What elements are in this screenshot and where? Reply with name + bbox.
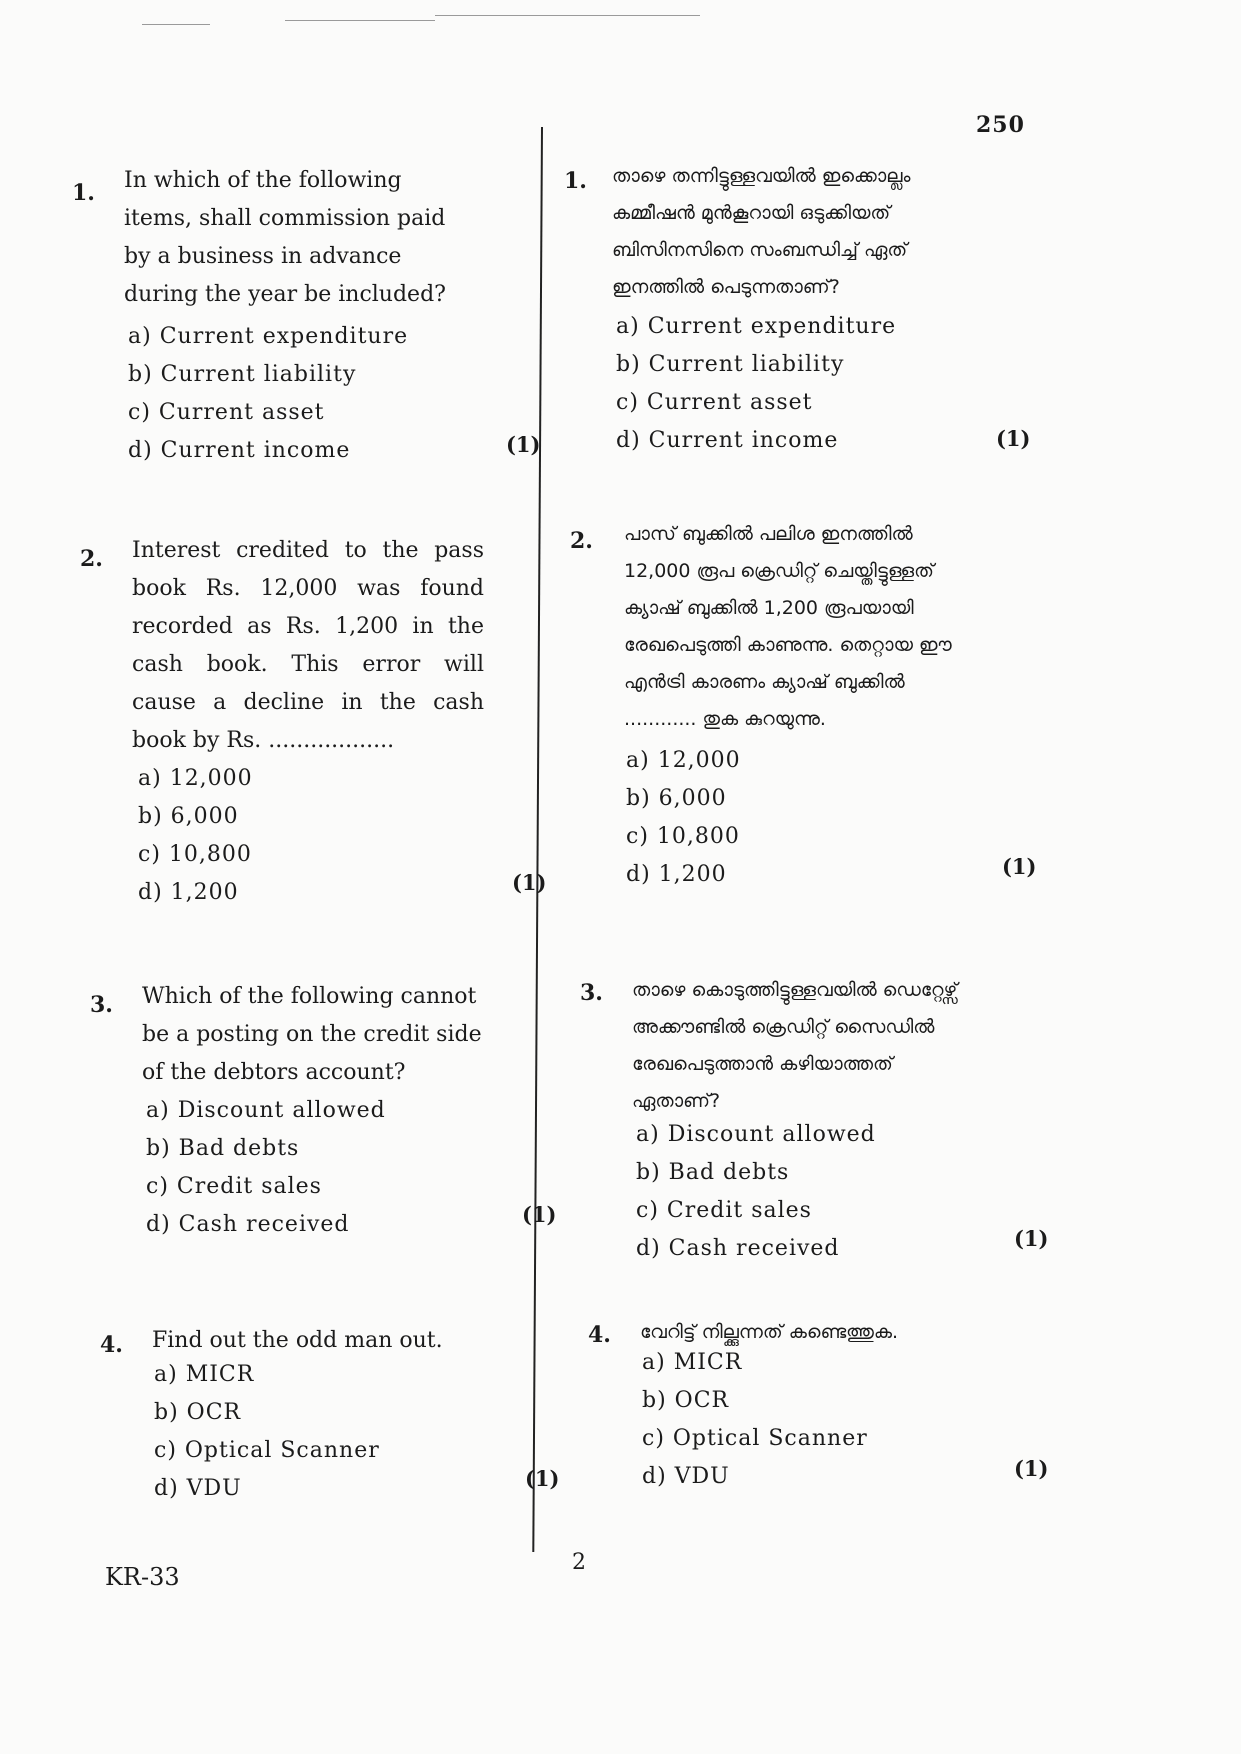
marks: (1) bbox=[1014, 1226, 1049, 1251]
option-a: a) MICR bbox=[154, 1362, 255, 1387]
question-text: താഴെ തന്നിട്ടുള്ളവയിൽ ഇക്കൊല്ലം കമ്മീഷൻ മുൻകൂറായി ഒടുക്കിയത് ബിസിനസിനെ സംബന്ധിച്ച് ഏത് ഇനത്തിൽ പെടുന്നതാണ്? bbox=[612, 165, 911, 298]
option-a: a) Discount allowed bbox=[636, 1122, 876, 1147]
option-b: b) OCR bbox=[642, 1388, 730, 1413]
question-number: 2. bbox=[80, 546, 103, 572]
question-number: 2. bbox=[570, 528, 593, 554]
option-b: b) 6,000 bbox=[138, 804, 239, 829]
option-d: d) Cash received bbox=[146, 1212, 350, 1237]
option-a: a) Discount allowed bbox=[146, 1098, 386, 1123]
question-text: വേറിട്ട് നില്ക്കുന്നത് കണ്ടെത്തുക. bbox=[640, 1321, 899, 1343]
option-b: b) Bad debts bbox=[146, 1136, 300, 1161]
marks: (1) bbox=[996, 426, 1031, 451]
top-rule-1 bbox=[142, 24, 210, 25]
question-number: 4. bbox=[100, 1332, 123, 1358]
question-text: പാസ് ബുക്കിൽ പലിശ ഇനത്തിൽ 12,000 രൂപ ക്രെഡിറ്റ് ചെയ്തിട്ടുള്ളത് ക്യാഷ് ബുക്കിൽ 1,200 രൂപയായി രേഖപെടുത്തി കാണുന്നു. തെറ്റായ ഈ എൻട്രി കാരണം ക്യാഷ് ബുക്കിൽ ............ തുക കുറയുന്നു. bbox=[624, 523, 952, 730]
option-d: d) 1,200 bbox=[138, 880, 239, 905]
option-c: c) Current asset bbox=[616, 390, 813, 415]
marks: (1) bbox=[512, 870, 547, 895]
option-b: b) Bad debts bbox=[636, 1160, 790, 1185]
option-b: b) Current liability bbox=[128, 362, 357, 387]
option-c: c) Optical Scanner bbox=[642, 1426, 868, 1451]
footer-page-number: 2 bbox=[572, 1550, 586, 1575]
option-c: c) 10,800 bbox=[138, 842, 252, 867]
question-text: Which of the following cannot be a posting on the credit side of the debtors account? bbox=[142, 984, 482, 1085]
question-number: 1. bbox=[72, 180, 95, 206]
option-c: c) Current asset bbox=[128, 400, 325, 425]
option-c: c) Optical Scanner bbox=[154, 1438, 380, 1463]
option-a: a) Current expenditure bbox=[616, 314, 897, 339]
question-number: 4. bbox=[588, 1322, 611, 1348]
footer-code: KR-33 bbox=[105, 1563, 180, 1591]
question-text: In which of the following items, shall commission paid by a business in advance during the year be included? bbox=[124, 168, 446, 307]
option-a: a) 12,000 bbox=[626, 748, 741, 773]
question-number: 3. bbox=[90, 992, 113, 1018]
marks: (1) bbox=[522, 1202, 557, 1227]
option-a: a) 12,000 bbox=[138, 766, 253, 791]
option-b: b) Current liability bbox=[616, 352, 845, 377]
question-text: Interest credited to the pass book Rs. 12,000 was found recorded as Rs. 1,200 in the cash book. This error will cause a decline in the cash book by Rs. .................. bbox=[132, 538, 484, 753]
option-c: c) Credit sales bbox=[146, 1174, 322, 1199]
option-d: d) VDU bbox=[642, 1464, 730, 1489]
top-rule-3 bbox=[435, 15, 700, 16]
option-c: c) 10,800 bbox=[626, 824, 740, 849]
page-number: 250 bbox=[976, 112, 1025, 138]
option-b: b) 6,000 bbox=[626, 786, 727, 811]
question-text: താഴെ കൊടുത്തിട്ടുള്ളവയിൽ ഡെറ്റേഴ്സ് അക്കൗണ്ടിൽ ക്രെഡിറ്റ് സൈഡിൽ രേഖപെടുത്താൻ കഴിയാത്തത് ഏതാണ്? bbox=[632, 979, 958, 1112]
marks: (1) bbox=[1002, 854, 1037, 879]
option-b: b) OCR bbox=[154, 1400, 242, 1425]
marks: (1) bbox=[1014, 1456, 1049, 1481]
option-d: d) Current income bbox=[616, 428, 839, 453]
option-a: a) Current expenditure bbox=[128, 324, 409, 349]
question-number: 3. bbox=[580, 980, 603, 1006]
marks: (1) bbox=[506, 432, 541, 457]
question-text: Find out the odd man out. bbox=[152, 1328, 443, 1353]
column-divider bbox=[532, 127, 543, 1552]
option-a: a) MICR bbox=[642, 1350, 743, 1375]
option-d: d) 1,200 bbox=[626, 862, 727, 887]
option-d: d) VDU bbox=[154, 1476, 242, 1501]
top-rule-2 bbox=[285, 20, 435, 21]
option-d: d) Current income bbox=[128, 438, 351, 463]
option-c: c) Credit sales bbox=[636, 1198, 812, 1223]
option-d: d) Cash received bbox=[636, 1236, 840, 1261]
marks: (1) bbox=[525, 1466, 560, 1491]
question-number: 1. bbox=[564, 168, 587, 194]
